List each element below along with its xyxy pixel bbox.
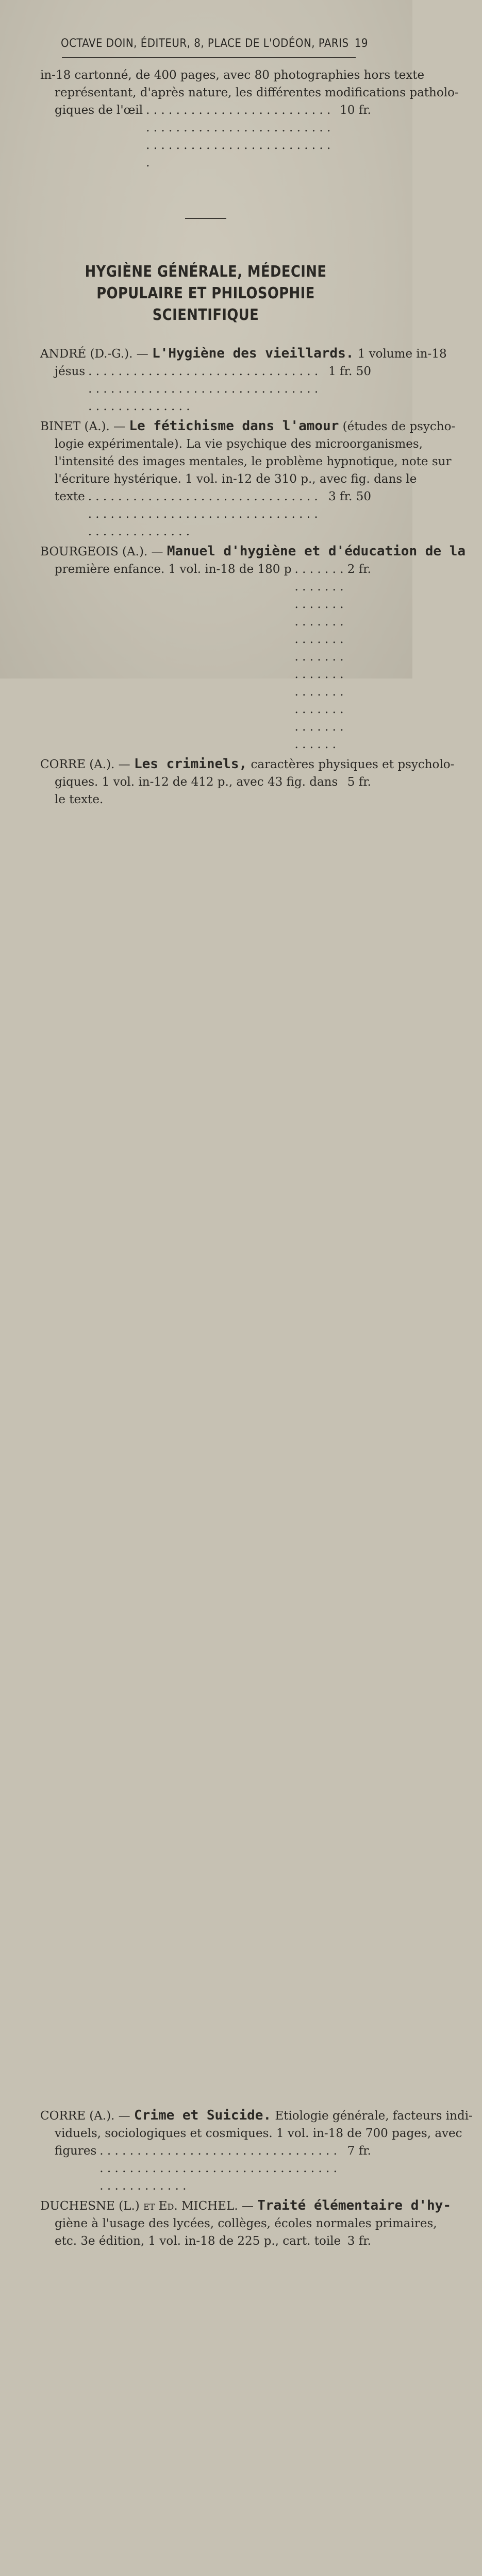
entry-price: 7 fr. (347, 2144, 371, 2158)
catalog-entry (40, 755, 455, 2105)
entry-line: l'intensité des images mentales, le problème hypnotique, note sur (55, 455, 452, 468)
entry-line: logie expérimentale). La vie psychique des microorganismes, (55, 437, 423, 451)
entry-last-text: giques de l'œil (55, 104, 143, 117)
entry-line: viduels, sociologiques et cosmiques. 1 vol. in-18 de 700 pages, avec (55, 2127, 462, 2140)
entry-last-text: etc. 3e édition, 1 vol. in-18 de 225 p., cart. toile (55, 2234, 341, 2248)
entry-first-line (40, 2197, 451, 2215)
entry-first-line (40, 345, 447, 363)
entry-price: 1 fr. 50 (328, 365, 371, 378)
entry-price-line (40, 2142, 371, 2195)
dot-leader (99, 2142, 344, 2195)
entry-price: 2 fr. (347, 563, 371, 576)
entry-price-line (40, 101, 371, 172)
entry-last-text: giques. 1 vol. in-12 de 412 p., avec 43 fig. dans le texte. (55, 775, 338, 806)
entry-description: Etiologie générale, facteurs indi- (275, 2109, 473, 2123)
entry-price-line (40, 488, 371, 540)
entry-title: Les criminels, (134, 756, 247, 772)
catalog-entry (40, 2197, 451, 2576)
entry-last-text: figures (55, 2144, 97, 2158)
entry-author: DUCHESNE (L.) et Ed. MICHEL. — (40, 2199, 254, 2213)
catalog-entry (40, 417, 456, 540)
entry-line: représentant, d'après nature, les différentes modifications patholo- (55, 86, 459, 99)
header-rule (62, 57, 356, 58)
entry-author: ANDRÉ (D.-G.). — (40, 347, 148, 361)
entry-first-line (40, 543, 466, 561)
dot-leader (88, 363, 325, 415)
page-header (40, 37, 371, 50)
entry-author: BINET (A.). — (40, 420, 126, 433)
entry-first-line (40, 755, 455, 773)
dot-leader (294, 561, 344, 753)
entry-price: 10 fr. (340, 104, 371, 117)
entry-last-text: première enfance. 1 vol. in-18 de 180 p (55, 563, 292, 576)
entry-price-line (40, 561, 371, 753)
entry-price-line (40, 363, 371, 415)
entry-title: Crime et Suicide. (134, 2108, 272, 2123)
entry-description: (études de psycho- (342, 420, 456, 433)
entry-author: BOURGEOIS (A.). — (40, 545, 163, 558)
entry-price: 5 fr. (347, 775, 371, 789)
section-title-line1: HYGIÈNE GÉNÉRALE, MÉDECINE POPULAIRE ET PHILOSOPHIE (85, 263, 327, 302)
entry-title: L'Hygiène des vieillards. (152, 346, 354, 361)
entry-line: in-18 cartonné, de 400 pages, avec 80 photographies hors texte (40, 69, 425, 82)
entry-price-line (40, 773, 371, 2105)
entry-list (40, 345, 473, 2576)
entry-last-text: jésus (55, 365, 86, 378)
entry-author: CORRE (A.). — (40, 2109, 130, 2123)
section-divider (185, 218, 226, 219)
entry-line: l'écriture hystérique. 1 vol. in-12 de 310 p., avec fig. dans le (55, 472, 417, 486)
entry-first-line (40, 417, 456, 435)
section-title-line2: SCIENTIFIQUE (152, 306, 259, 324)
entry-first-line (40, 2107, 473, 2125)
entry-description: caractères physiques et psycholo- (251, 758, 455, 771)
top-entry (40, 66, 459, 172)
entry-line: giène à l'usage des lycées, collèges, écoles normales primaires, (55, 2217, 437, 2230)
entry-description: 1 volume in-18 (357, 347, 447, 361)
entry-price: 3 fr. (347, 2234, 371, 2248)
catalog-entry (40, 345, 447, 415)
entry-title: Manuel d'hygiène et d'éducation de la (167, 544, 466, 559)
dot-leader (88, 488, 325, 540)
entry-title: Le fétichisme dans l'amour (129, 418, 339, 434)
entry-title: Traité élémentaire d'hy- (257, 2198, 451, 2213)
entry-price-line (40, 2232, 371, 2576)
entry-price: 3 fr. 50 (328, 490, 371, 503)
catalog-entry (40, 543, 466, 753)
section-title (63, 261, 348, 326)
entry-last-text: texte (55, 490, 85, 503)
page-number: 19 (354, 37, 368, 50)
publisher-header: OCTAVE DOIN, ÉDITEUR, 8, PLACE DE L'ODÉON, PARIS (61, 37, 349, 50)
dot-leader (146, 101, 337, 172)
catalog-entry (40, 2107, 473, 2195)
entry-author: CORRE (A.). — (40, 758, 130, 771)
